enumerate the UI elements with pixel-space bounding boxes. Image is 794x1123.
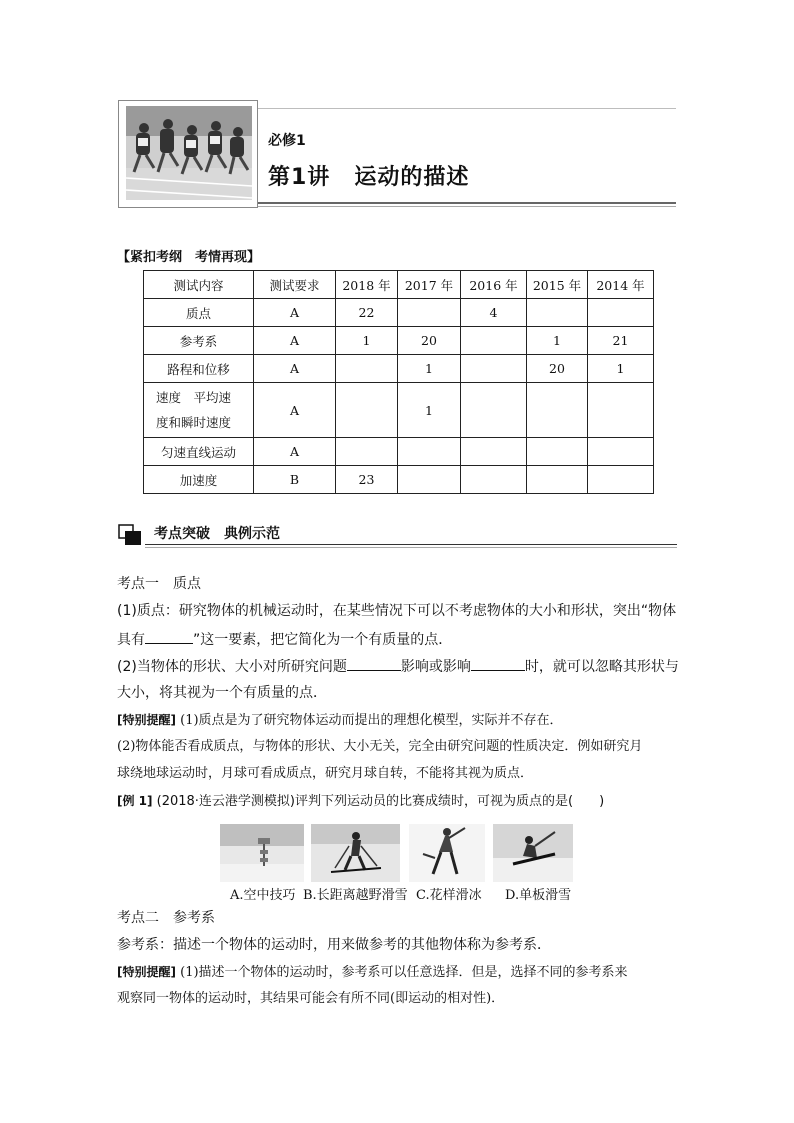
- snowboard-photo: [493, 824, 573, 882]
- option-b-caption: B.长距离越野滑雪: [303, 888, 408, 903]
- kp2-hint-line2: 观察同一物体的运动时，其结果可能会有所不同(即运动的相对性)．: [117, 991, 505, 1006]
- table-cell: 加速度: [144, 466, 254, 494]
- kp1-para1-line1: (1)质点：研究物体的机械运动时，在某些情况下可以不考虑物体的大小和形状，突出“物体: [117, 603, 677, 619]
- kp1-para2-line1: [117, 656, 679, 677]
- section-label: 【紧扣考纲 考情再现】: [117, 250, 261, 265]
- header-top-rule: [258, 108, 676, 109]
- table-cell: [398, 466, 461, 494]
- table-cell: [461, 327, 527, 355]
- table-header-cell: 测试要求: [254, 271, 336, 299]
- table-header-row: [144, 271, 654, 299]
- aerial-skiing-photo: [220, 824, 304, 882]
- exam-table: [143, 270, 654, 494]
- lecture-title: [268, 160, 469, 191]
- option-a-caption: A.空中技巧: [230, 888, 296, 903]
- table-cell: 1: [336, 327, 398, 355]
- table-cell: 1: [588, 355, 654, 383]
- header-bottom-rule: [258, 202, 676, 204]
- fill-blank[interactable]: [347, 656, 401, 671]
- table-header-cell: 2018 年: [336, 271, 398, 299]
- table-row: [144, 355, 654, 383]
- table-cell: A: [254, 383, 336, 438]
- text-fragment: 时，就可以忽略其形状与: [524, 659, 679, 675]
- hint-tag: [特别提醒]: [117, 713, 176, 727]
- table-cell: 1: [527, 327, 588, 355]
- section-band-rule-thin: [145, 547, 677, 548]
- table-cell: [588, 438, 654, 466]
- section-band-rule: [145, 544, 677, 545]
- table-cell: B: [254, 466, 336, 494]
- text-fragment: (2)当物体的形状、大小对所研究问题: [117, 659, 347, 675]
- cross-country-skiing-photo: [311, 824, 400, 882]
- table-cell: A: [254, 355, 336, 383]
- table-cell: [588, 383, 654, 438]
- section-band-title: 考点突破 典例示范: [154, 526, 280, 542]
- kp1-title: 考点一 质点: [117, 576, 201, 592]
- table-cell: [398, 438, 461, 466]
- section-square-icon: [118, 524, 142, 546]
- fill-blank[interactable]: [471, 656, 525, 671]
- text-fragment: 具有: [117, 632, 145, 648]
- text-fragment: 影响或影响: [400, 659, 471, 675]
- table-cell: 22: [336, 299, 398, 327]
- table-cell: [527, 438, 588, 466]
- kp2-hint-line1: [117, 962, 628, 983]
- table-row: [144, 466, 654, 494]
- table-cell: 20: [398, 327, 461, 355]
- table-cell: 23: [336, 466, 398, 494]
- kp1-hint-line1: [117, 710, 563, 731]
- lecture-topic: 运动的描述: [354, 165, 470, 190]
- cell-line: 度和瞬时速度: [156, 415, 232, 430]
- table-cell: [336, 438, 398, 466]
- kp2-title: 考点二 参考系: [117, 910, 215, 926]
- text-fragment: (1)质点是为了研究物体运动而提出的理想化模型，实际并不存在．: [180, 713, 563, 728]
- table-cell: 21: [588, 327, 654, 355]
- example-tag: [例 1]: [117, 794, 153, 808]
- table-cell: [588, 466, 654, 494]
- kp1-hint-line2: (2)物体能否看成质点，与物体的形状、大小无关，完全由研究问题的性质决定．例如研究月: [117, 739, 643, 754]
- header-bottom-rule-thin: [258, 206, 676, 207]
- table-cell: 匀速直线运动: [144, 438, 254, 466]
- book-subtitle: 必修1: [268, 133, 306, 149]
- table-cell: [461, 438, 527, 466]
- lecture-number: 第1讲: [268, 165, 331, 190]
- table-row: [144, 327, 654, 355]
- kp1-hint-line3: 球绕地球运动时，月球可看成质点，研究月球自转，不能将其视为质点．: [117, 766, 534, 781]
- table-header-cell: 2016 年: [461, 271, 527, 299]
- table-cell: [336, 355, 398, 383]
- table-header-cell: 2017 年: [398, 271, 461, 299]
- option-d-caption: D.单板滑雪: [505, 888, 572, 903]
- table-cell: [398, 299, 461, 327]
- table-cell: A: [254, 327, 336, 355]
- table-header-cell: 2014 年: [588, 271, 654, 299]
- table-cell: [461, 466, 527, 494]
- table-cell: 路程和位移: [144, 355, 254, 383]
- option-c-caption: C.花样滑冰: [416, 888, 482, 903]
- kp1-para1-line2: [117, 629, 452, 650]
- table-header-cell: 测试内容: [144, 271, 254, 299]
- text-fragment: (1)描述一个物体的运动时，参考系可以任意选择．但是，选择不同的参考系来: [180, 965, 628, 980]
- text-fragment: (2018·连云港学测模拟)评判下列运动员的比赛成绩时，可视为质点的是( ): [156, 794, 605, 809]
- kp2-para1: 参考系：描述一个物体的运动时，用来做参考的其他物体称为参考系．: [117, 937, 551, 953]
- table-cell: 20: [527, 355, 588, 383]
- text-fragment: ”这一要素，把它简化为一个有质量的点．: [193, 632, 453, 648]
- hint-tag: [特别提醒]: [117, 965, 176, 979]
- table-cell: [527, 466, 588, 494]
- fill-blank[interactable]: [145, 629, 193, 644]
- table-row: [144, 299, 654, 327]
- example-1: [117, 791, 604, 812]
- table-cell: [588, 299, 654, 327]
- kp1-para2-line2: 大小，将其视为一个有质量的点．: [117, 685, 327, 701]
- table-cell: A: [254, 299, 336, 327]
- table-cell: 参考系: [144, 327, 254, 355]
- table-cell: [527, 299, 588, 327]
- table-cell-multiline: [144, 383, 254, 438]
- sprinters-photo: [126, 106, 252, 200]
- table-cell: [527, 383, 588, 438]
- table-cell: 1: [398, 383, 461, 438]
- figure-skating-photo: [409, 824, 485, 882]
- table-cell: 质点: [144, 299, 254, 327]
- table-cell: [461, 383, 527, 438]
- table-row: [144, 383, 654, 438]
- table-cell: 1: [398, 355, 461, 383]
- table-row: [144, 438, 654, 466]
- table-header-cell: 2015 年: [527, 271, 588, 299]
- table-cell: A: [254, 438, 336, 466]
- table-cell: [336, 383, 398, 438]
- cell-line: 速度 平均速: [156, 390, 232, 405]
- table-cell: 4: [461, 299, 527, 327]
- table-cell: [461, 355, 527, 383]
